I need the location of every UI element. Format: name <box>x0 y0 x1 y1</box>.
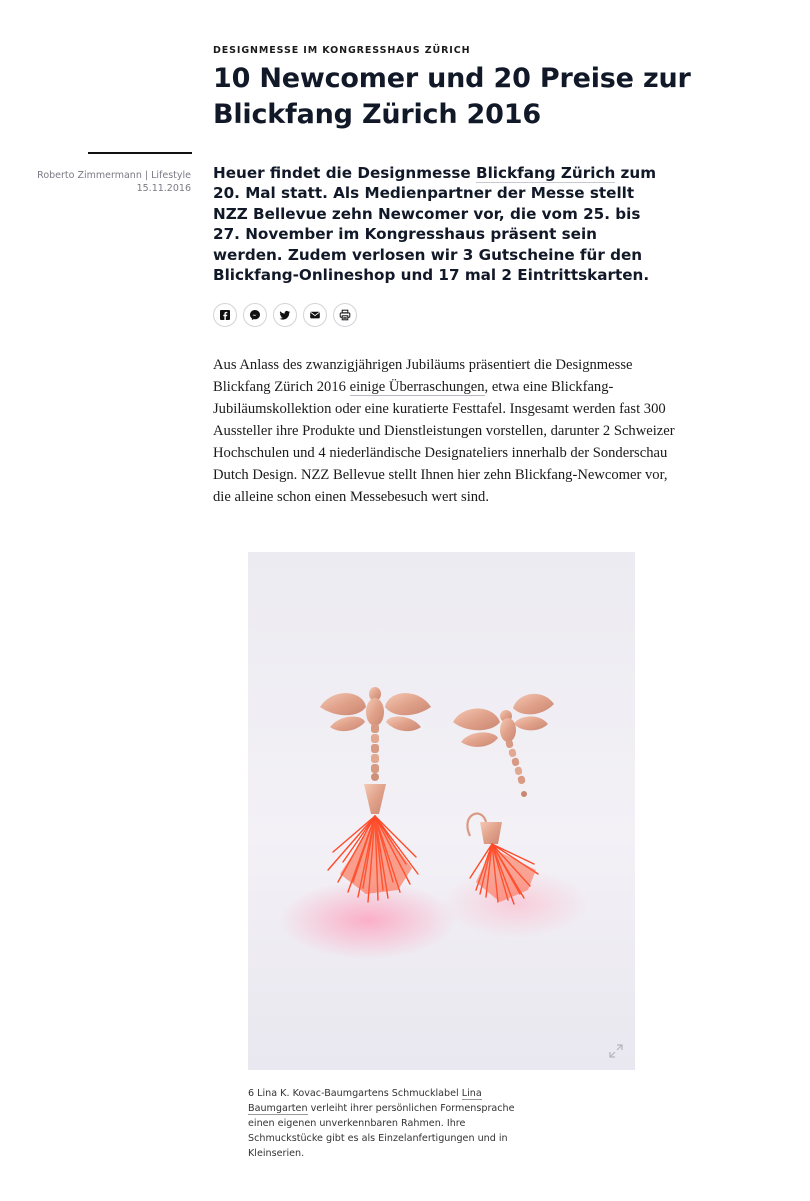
earrings-photo <box>248 552 635 1070</box>
lead-text-rest: zum 20. Mal statt. Als Medienpartner der Messe stellt NZZ Bellevue zehn Newcomer vor, die vom 25. bis 27. November im Kongresshaus präsent sein werden. Zudem verlosen wir 3 Gutscheine für den Blickfang-Onlineshop und 17 mal 2 Eintrittskarten. <box>213 164 657 285</box>
print-icon <box>339 309 351 321</box>
article-lead <box>213 163 671 285</box>
publish-date: 15.11.2016 <box>136 183 191 194</box>
share-twitter-button[interactable] <box>273 303 297 327</box>
facebook-icon <box>219 309 231 321</box>
article-kicker: DESIGNMESSE IM KONGRESSHAUS ZÜRICH <box>213 45 471 56</box>
meta-separator: | <box>141 170 152 181</box>
author-name[interactable]: Roberto Zimmermann <box>37 170 142 181</box>
body-link-ueberraschungen[interactable]: einige Überraschungen <box>349 379 485 395</box>
messenger-icon <box>249 309 261 321</box>
article-title: 10 Newcomer und 20 Preise zur Blickfang Zürich 2016 <box>213 63 691 130</box>
caption-link[interactable]: Lina Baumgarten <box>248 1088 482 1114</box>
share-facebook-button[interactable] <box>213 303 237 327</box>
print-button[interactable] <box>333 303 357 327</box>
lead-link-blickfang[interactable]: Blickfang Zürich <box>476 164 616 182</box>
expand-icon <box>609 1044 623 1058</box>
twitter-icon <box>279 309 291 321</box>
mail-icon <box>309 309 321 321</box>
expand-image-button[interactable] <box>605 1040 627 1062</box>
article-image[interactable] <box>248 552 635 1070</box>
image-caption <box>248 1086 538 1161</box>
meta-divider <box>88 152 192 154</box>
body-text-rest: , etwa eine Blickfang-Jubiläumskollektion oder eine kuratierte Festtafel. Insgesamt werden fast 300 Aussteller ihre Produkte und Dienstleistungen vorstellen, darunter 2 Schweizer Hochschulen und 4 niederländische Designateliers innerhalb der Sonderschau Dutch Design. NZZ Bellevue stellt Ihnen hier zehn Blickfang-Newcomer vor, die alleine schon einen Messebesuch wert sind. <box>213 379 675 505</box>
article-meta <box>37 169 191 195</box>
caption-number: 6 <box>248 1088 255 1099</box>
caption-text-rest: verleiht ihrer persönlichen Formensprache einen eigenen unverkennbaren Rahmen. Ihre Schmuckstücke gibt es als Einzelanfertigungen und in Kleinserien. <box>248 1103 515 1159</box>
section-link[interactable]: Lifestyle <box>151 170 191 181</box>
body-text: Aus Anlass des zwanzigjährigen Jubiläums präsentiert die Designmesse Blickfang Zürich 2016 <box>213 357 633 395</box>
article-body <box>213 354 675 508</box>
share-bar <box>213 303 357 327</box>
share-messenger-button[interactable] <box>243 303 267 327</box>
caption-text: Lina K. Kovac-Baumgartens Schmucklabel <box>254 1088 462 1099</box>
share-mail-button[interactable] <box>303 303 327 327</box>
lead-text: Heuer findet die Designmesse <box>213 164 476 182</box>
